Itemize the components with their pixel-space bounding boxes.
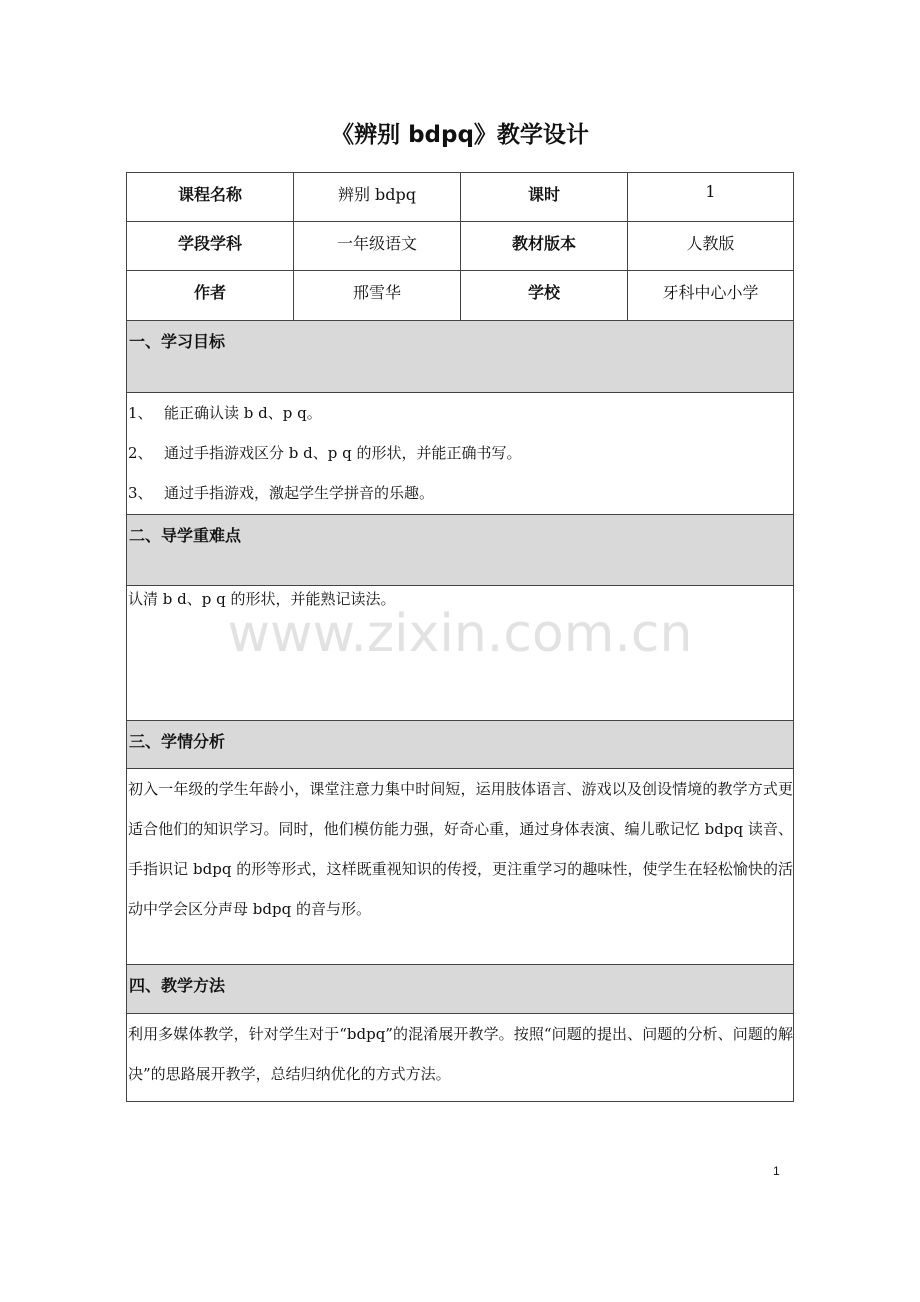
list-item: [128, 393, 793, 433]
teaching-methods-text: 利用多媒体教学，针对学生对于“bdpq”的混淆展开教学。按照“问题的提出、问题的分析、问题的解决”的思路展开教学，总结归纳优化的方式方法。: [128, 1025, 793, 1083]
info-row-author: [127, 271, 793, 321]
value-stage-subject: 一年级语文: [294, 222, 461, 270]
list-item: [128, 433, 793, 473]
section-heading-learner-analysis: 三、学情分析: [127, 721, 793, 769]
label-stage-subject: 学段学科: [127, 222, 294, 270]
value-class-hours: 1: [705, 182, 716, 201]
label-textbook-edition: 教材版本: [461, 222, 628, 270]
key-points-text: 认清 b d、p q 的形状，并能熟记读法。: [128, 590, 396, 608]
list-item-text: 通过手指游戏，激起学生学拼音的乐趣。: [164, 484, 435, 502]
label-course-name: 课程名称: [127, 173, 294, 221]
section-heading-key-points: 二、导学重难点: [127, 515, 793, 586]
value-course-name: 辨别 bdpq: [294, 173, 461, 221]
section-heading-learning-goals: 一、学习目标: [127, 321, 793, 393]
section-body-teaching-methods: [127, 1014, 793, 1102]
label-class-hours: 课时: [461, 173, 628, 221]
info-row-course: [127, 173, 793, 222]
label-school: 学校: [461, 271, 628, 320]
document-title: 《辨别 bdpq》教学设计: [331, 122, 589, 148]
list-item: [128, 473, 793, 513]
label-author: 作者: [127, 271, 294, 320]
list-item-text: 能正确认读 b d、p q。: [164, 404, 322, 422]
list-item-text: 通过手指游戏区分 b d、p q 的形状，并能正确书写。: [164, 444, 522, 462]
section-body-learning-goals: [127, 393, 793, 515]
page-number: 1: [773, 1164, 780, 1178]
section-body-learner-analysis: [127, 769, 793, 965]
list-item-number: 2、: [128, 444, 153, 462]
value-school: 牙科中心小学: [662, 283, 759, 302]
value-textbook-edition: 人教版: [686, 234, 735, 253]
info-row-subject: [127, 222, 793, 271]
list-item-number: 3、: [128, 484, 153, 502]
value-author: 邢雪华: [294, 271, 461, 320]
learner-analysis-text: 初入一年级的学生年龄小，课堂注意力集中时间短，运用肢体语言、游戏以及创设情境的教学方式更适合他们的知识学习。同时，他们模仿能力强，好奇心重，通过身体表演、编儿歌记忆 bdpq 读音、手指识记 bdpq 的形等形式，这样既重视知识的传授，更注重学习的趣味性，使学生在轻松愉快的活动中学会区分声母 bdpq 的音与形。: [128, 780, 793, 918]
watermark: www.zixin.com.cn: [227, 604, 693, 664]
list-item-number: 1、: [128, 404, 153, 422]
section-heading-teaching-methods: 四、教学方法: [127, 965, 793, 1014]
